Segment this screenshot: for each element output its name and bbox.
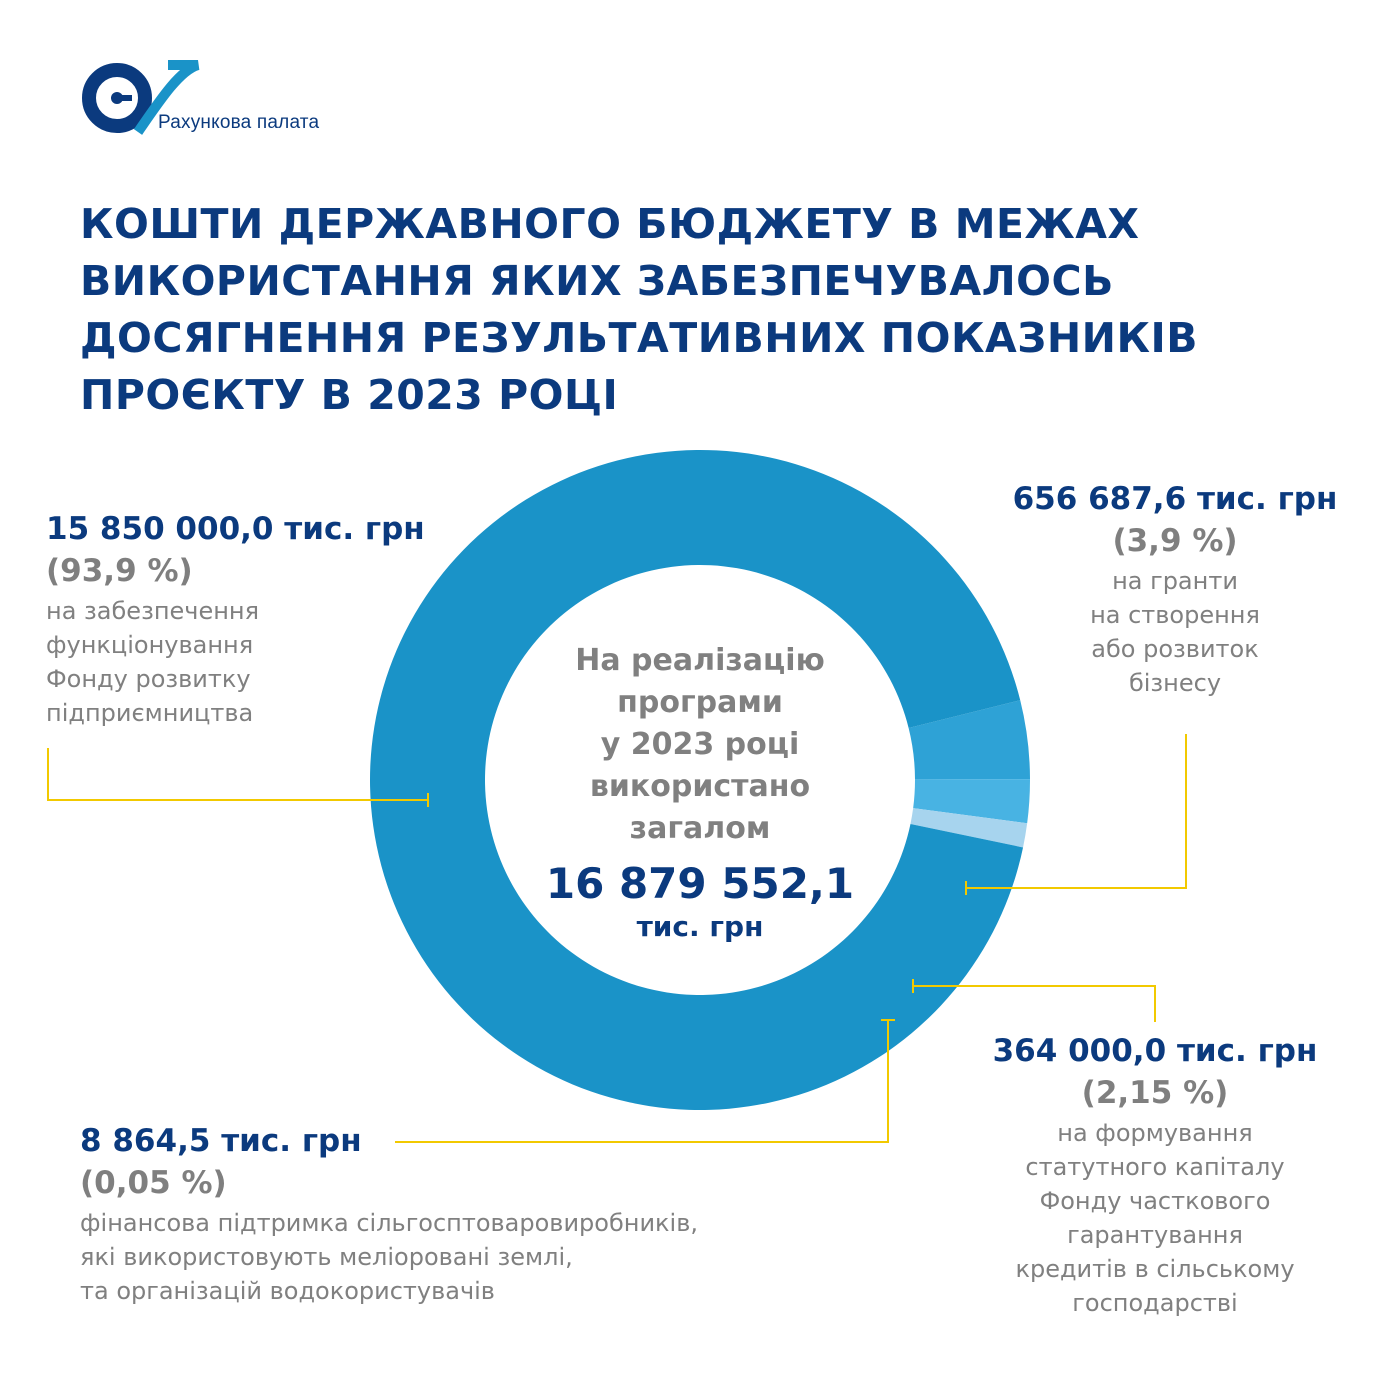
title-line: ДОСЯГНЕННЯ РЕЗУЛЬТАТИВНИХ ПОКАЗНИКІВ xyxy=(80,314,1198,362)
label-description xyxy=(1000,564,1350,700)
label-percent: (3,9 %) xyxy=(1112,523,1238,559)
label-percent: (93,9 %) xyxy=(46,553,193,589)
data-label-capital xyxy=(965,1030,1345,1320)
center-line: загалом xyxy=(629,811,771,846)
label-description xyxy=(80,1206,840,1308)
desc-line: на створення xyxy=(1090,601,1260,629)
label-description xyxy=(46,594,466,730)
desc-line: господарстві xyxy=(1072,1289,1238,1317)
label-amount: 364 000,0 тис. грн xyxy=(992,1033,1318,1069)
title-line: ПРОЄКТУ В 2023 РОЦІ xyxy=(80,371,619,419)
desc-line: Фонду розвитку xyxy=(46,665,251,693)
label-percent: (2,15 %) xyxy=(1081,1075,1229,1111)
total-unit: тис. грн xyxy=(636,910,764,943)
desc-line: підприємництва xyxy=(46,699,254,727)
desc-line: на формування xyxy=(1057,1119,1253,1147)
donut-center-label xyxy=(530,640,870,944)
desc-line: та організацій водокористувачів xyxy=(80,1277,495,1305)
data-label-grants xyxy=(1000,478,1350,700)
leader-line-capital xyxy=(913,979,1155,1022)
data-label-fund xyxy=(46,508,466,730)
desc-line: або розвиток xyxy=(1091,635,1259,663)
desc-line: фінансова підтримка сільгосптоваровиробників, xyxy=(80,1209,698,1237)
desc-line: гарантування xyxy=(1067,1221,1243,1249)
desc-line: кредитів в сільському xyxy=(1015,1255,1295,1283)
data-label-agri xyxy=(80,1120,840,1308)
center-description xyxy=(530,640,870,850)
desc-line: статутного капіталу xyxy=(1025,1153,1285,1181)
total-value: 16 879 552,1 xyxy=(545,859,855,908)
label-amount: 656 687,6 тис. грн xyxy=(1012,481,1338,517)
desc-line: Фонду часткового xyxy=(1039,1187,1271,1215)
desc-line: бізнесу xyxy=(1128,669,1222,697)
label-percent: (0,05 %) xyxy=(80,1165,227,1201)
center-line: програми xyxy=(617,685,783,720)
logo-text: Рахункова палата xyxy=(158,112,320,133)
desc-line: на забезпечення xyxy=(46,597,260,625)
label-amount: 8 864,5 тис. грн xyxy=(80,1123,362,1159)
desc-line: які використовують меліоровані землі, xyxy=(80,1243,573,1271)
label-amount: 15 850 000,0 тис. грн xyxy=(46,511,425,547)
center-line: використано xyxy=(589,769,811,804)
title-line: КОШТИ ДЕРЖАВНОГО БЮДЖЕТУ В МЕЖАХ xyxy=(80,200,1140,248)
desc-line: функціонування xyxy=(46,631,254,659)
desc-line: на гранти xyxy=(1112,567,1238,595)
center-line: у 2023 році xyxy=(600,727,800,762)
center-line: На реалізацію xyxy=(575,643,825,678)
title-line: ВИКОРИСТАННЯ ЯКИХ ЗАБЕЗПЕЧУВАЛОСЬ xyxy=(80,257,1114,305)
label-description xyxy=(965,1116,1345,1320)
